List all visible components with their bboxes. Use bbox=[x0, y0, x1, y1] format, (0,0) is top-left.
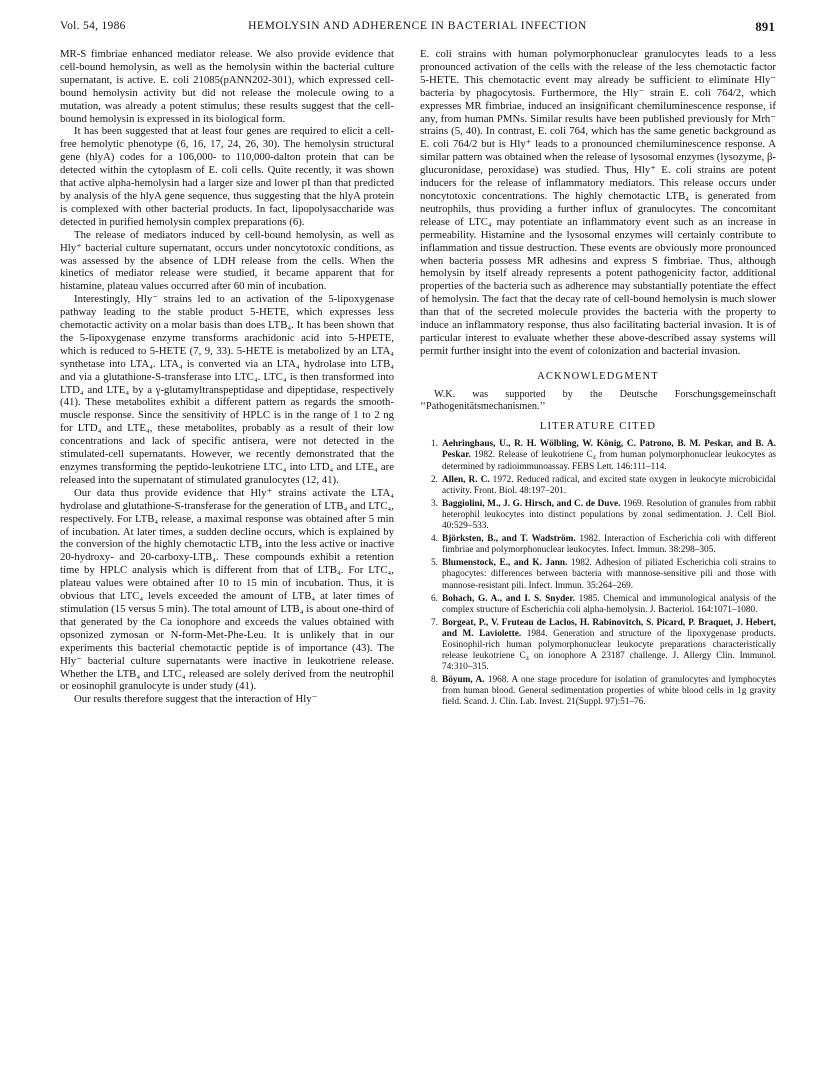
reference-authors: Björksten, B., and T. Wadström. bbox=[442, 534, 576, 545]
reference-authors: Bohach, G. A., and I. S. Snyder. bbox=[442, 593, 576, 604]
reference-citation: 1985. Chemical and immunological analysis of the complex structure of Escherichia coli alpha-hemolysin. J. Bacteriol. 164:1071–1080. bbox=[442, 593, 776, 615]
reference-number: 7. bbox=[431, 617, 438, 628]
paragraph: Our results therefore suggest that the interaction of Hly⁻ bbox=[74, 693, 318, 706]
reference-item bbox=[420, 499, 776, 532]
reference-number: 6. bbox=[431, 593, 438, 604]
paragraph: MR-S fimbriae enhanced mediator release. We also provide evidence that cell-bound hemolysin, as well as the hemolysin within the bacterial culture supernatant, is active. E. coli 21085(pANN202-301), which expressed cell-bound hemolysin activity but did not release the molecule owing to a mutation, was already a potent stimulus; these results suggest that the cell-bound hemolysin is expressed in its biological form. bbox=[60, 48, 394, 125]
running-title: HEMOLYSIN AND ADHERENCE IN BACTERIAL INFECTION bbox=[248, 20, 587, 32]
paragraph: Interestingly, Hly⁻ strains led to an activation of the 5-lipoxygenase pathway leading to the stable product 5-HETE, which expresses less chemotactic activity on a molar basis than does LTB₄. It has been shown that the 5-lipoxygenase enzyme transforms arachidonic acid into 5-HPETE, which is reduced to 5-HETE (7, 9, 33). 5-HETE is metabolized by an LTA₄ synthetase into LTA₄. LTA₄ is converted via an LTA₄ hydrolase into LTB₄ and via a glutathione-S-transferase into LTC₄. LTC₄ is then transformed into LTD₄ and LTE₄ by a γ-glutamyltranspeptidase and dipeptidase, respectively (41). These metabolites exhibit a different pattern as regards the smooth-muscle response. Since the sensitivity of HPLC is in the range of 1 to 2 ng for LTD₄ and LTE₄, these metabolites, probably as a result of their low concentrations and lack of specific antisera, were not detected in the stimulated-cell supernatants. However, we recently demonstrated that the enzymes transforming the peptido-leukotriene LTC₄ into LTD₄ and LTE₄ are released into the supernatant of stimulated granulocytes (12, 41). bbox=[60, 293, 394, 486]
reference-number: 4. bbox=[431, 534, 438, 545]
reference-item bbox=[420, 475, 776, 497]
reference-item bbox=[420, 618, 776, 673]
volume-label: Vol. 54, 1986 bbox=[60, 20, 126, 32]
reference-authors: Böyum, A. bbox=[442, 675, 485, 686]
literature-heading: LITERATURE CITED bbox=[539, 421, 657, 433]
acknowledgment-text: W.K. was supported by the Deutsche Forschungsgemeinschaft ‘‘Pathogenitätsmechanismen.’’ bbox=[420, 388, 776, 413]
reference-number: 8. bbox=[431, 675, 438, 686]
reference-authors: Borgeat, P., V. Fruteau de Laclos, H. Rabinovitch, S. Picard, P. Braquet, J. Hebert, and M. Laviolette. bbox=[442, 617, 776, 639]
reference-number: 3. bbox=[431, 498, 438, 509]
reference-authors: Aehringhaus, U., R. H. Wölbling, W. König, C. Patrono, B. M. Peskar, and B. A. Peskar. bbox=[442, 439, 776, 461]
paragraph: E. coli strains with human polymorphonuclear granulocytes leads to a less pronounced activation of the cells with the release of the less chemotactic factor 5-HETE. This chemotactic event may already be sufficient to eliminate Hly⁻ bacteria by phagocytosis. Furthermore, the Hly⁻ strain E. coli 764/2, which expresses MR fimbriae, induced an insignificant chemiluminescence response, if any, from human PMNs. Similar results have been published previously for Mrh⁻ strains (5, 40). In contrast, E. coli 764, which has the same genetic background as E. coli 764/2 but is Hly⁺ leads to a pronounced chemiluminescence response. A similar pattern was obtained when the release of lysosomal enzymes (lysozyme, β-glucuronidase, peroxidase) was studied. Thus, Hly⁺ E. coli strains are potent inducers for the release of inflammatory mediators. This release occurs under noncytotoxic concentrations. The highly chemotactic LTB₄ is generated from neutrophils, thus providing a further influx of granulocytes. The concomitant release of LTC₄ may potentiate an inflammatory event such as an increase in permeability. Histamine and the lysosomal enzymes will certainly contribute to inflammation and tissue destruction. These events are obviously more pronounced when bacteria possess MR adhesins and express S fimbriae. Thus, although hemolysin by itself already represents a potent pathogenicity factor, additional properties of the bacteria such as adherence may substantially potentiate the effect of hemolysin. The fact that the decay rate of cell-bound hemolysin is much slower than that of the secreted molecule provides the bacteria with the property to induce an inflammatory response, thus also facilitating bacterial invasion. It is of particular interest to evaluate whether these above-described assay systems will permit further insight into the event of colonization and bacterial invasion. bbox=[420, 48, 776, 357]
reference-authors: Allen, R. C. bbox=[442, 474, 490, 485]
reference-number: 5. bbox=[431, 558, 438, 569]
right-column bbox=[420, 48, 776, 711]
reference-citation: 1982. Adhesion of piliated Escherichia coli strains to phagocytes: differences between bacteria with mannose-sensitive pili and those with mannose-resistant pili. Infect. Immun. 35:264–269. bbox=[442, 558, 776, 591]
reference-citation: 1968. A one stage procedure for isolation of granulocytes and lymphocytes from human blood. General sedimentation properties of white blood cells in 1g gravity field. Scand. J. Clin. Lab. Invest. 21(Suppl. 97):51–76. bbox=[442, 675, 776, 708]
reference-authors: Baggiolini, M., J. G. Hirsch, and C. de Duve. bbox=[442, 498, 621, 509]
reference-item bbox=[420, 594, 776, 616]
reference-item bbox=[420, 558, 776, 591]
left-column bbox=[60, 48, 394, 706]
reference-number: 2. bbox=[431, 474, 438, 485]
reference-citation: 1984. Generation and structure of the lipoxygenase products. Eosinophil-rich human polymorphonuclear leukocyte preparations characteristically release leukotriene C₄ on ionophore A 23187 challenge. J. Allergy Clin. Immunol. 74:310–315. bbox=[442, 628, 776, 673]
paragraph: The release of mediators induced by cell-bound hemolysin, as well as Hly⁺ bacterial culture supernatant, occurs under noncytotoxic conditions, as was assessed by the absence of LDH release from the cells. When the kinetics of mediator release were studied, it became apparent that for histamine, plateau values occurred after 60 min of incubation. bbox=[60, 228, 394, 293]
acknowledgment-heading: ACKNOWLEDGMENT bbox=[537, 370, 659, 382]
reference-authors: Blumenstock, E., and K. Jann. bbox=[442, 558, 568, 569]
paragraph: Our data thus provide evidence that Hly⁺ strains activate the LTA₄ hydrolase and glutathione-S-transferase for the generation of LTB₄ and LTC₄, respectively. For LTB₄ release, a maximal response was obtained after 5 min of incubation. At later times, a sudden decline occurs, which is explained by the conversion of the highly chemotactic LTB₄ into the less active or inactive 20-hydroxy- and 20-carboxy-LTB₄. These compounds exhibit a retention time by HPLC analysis which is different from that of LTB₄. For LTC₄, plateau values were obtained after 10 to 15 min of incubation. Thus, it is obvious that LTC₄ levels exceeded the amount of LTB₄ at later times of stimulation (15 versus 5 min). The total amount of LTB₄ is about one-third of that generated by the Ca ionophore and exceeds the values obtained with opsonized zymosan or N-form-Met-Phe-Leu. It is unlikely that in our experiments this bacterial chemotactic peptide is of importance (43). The Hly⁻ bacterial culture supernatants were inactive in leukotriene release. Whether the LTB₄ and LTC₄ released are solely derived from the neutrophil or eosinophil granulocyte is under study (41). bbox=[60, 486, 394, 693]
reference-list bbox=[420, 439, 776, 708]
reference-number: 1. bbox=[431, 439, 438, 450]
reference-item bbox=[420, 534, 776, 556]
reference-citation: 1982. Interaction of Escherichia coli with different fimbriae and polymorphonuclear leukocytes. Infect. Immun. 38:298–305. bbox=[442, 534, 776, 556]
reference-item bbox=[420, 675, 776, 708]
running-header bbox=[60, 20, 775, 40]
reference-citation: 1982. Release of leukotriene C₄ from human polymorphonuclear leukocytes as determined by radioimmunoassay. FEBS Lett. 146:111–114. bbox=[442, 450, 776, 472]
reference-citation: 1972. Reduced radical, and excited state oxygen in leukocyte microbicidal activity. Front. Biol. 48:197–201. bbox=[442, 474, 776, 496]
reference-item bbox=[420, 439, 776, 472]
paragraph: It has been suggested that at least four genes are required to elicit a cell-free hemolytic phenotype (6, 16, 17, 24, 26, 30). The hemolysin structural gene (hlyA) codes for a 106,000- to 110,000-dalton protein that can be detected within the cytoplasm of E. coli cells. Quite recently, it was shown that active alpha-hemolysin had a larger size and lower pI than that predicted by analysis of the hlyA gene sequence, thus suggesting that the hlyA protein is complexed with other bacterial products. In fact, lipopolysaccharide was detected in purified hemolysin complex preparations (6). bbox=[60, 125, 394, 228]
reference-citation: 1969. Resolution of granules from rabbit heterophil leukocytes into distinct populations by zonal sedimentation. J. Cell Biol. 40:529–533. bbox=[442, 498, 776, 532]
page-number: 891 bbox=[755, 20, 775, 34]
